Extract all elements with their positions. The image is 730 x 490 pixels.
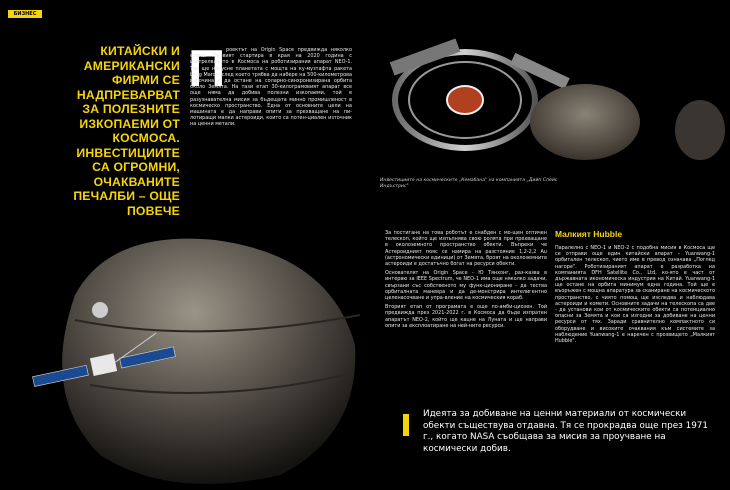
- paragraph: Паралелно с NEO-1 и NEO-2 с подобна мисия в Космоса ще се отправи още един китайски апарат – Yuanwang-1 орбитален телескоп, чието име в превод означава „Поглед нагоре". Роботизираният апарат е разработка на компанията DFH Satellite Co., Ltd, ко-ято е част от държавната икономическа индустрия на Китай. Yuanwang-1 ще остане на орбита минимум една година. Той ще е въоръжен с мощна апаратура за сканиране на космическото пространство, с чиято помощ ще изследва и наблюдава астероиди и комети. Основните задачи на телескопа са две - да установи кои от космическите обекти са потенциално опасни за Земята и кои са изгодни за добиване на ценни ресурси от тях. Заради сравнително компактното си оборудване и високите очаквания към системите за наблюдение Yuanwang-1 е наречен с прозвището „Малкият Hubble".: [555, 245, 715, 345]
- space-station-image: [370, 10, 725, 175]
- paragraph: Основателят на Origin Space - Ю Тянхонг, раз-казва в интервю за IEEE Spectrum, че NEO-1 има още няколко задачи, свързани със собственото му функ-циониране - да тества орбиталната маневра и да де-монстрира интелигентно целенасочване и упра-вление на космическия кораб.: [385, 270, 547, 302]
- asteroid-edge: [675, 100, 725, 160]
- asteroid-small: [530, 84, 640, 160]
- station-core: [447, 86, 483, 114]
- article-column-3: [555, 245, 715, 347]
- paragraph: Вторият етап от програмата е още по-амби-циозен. Той предвижда през 2021-2022 г. в Космоса да бъде изпратен апаратът NEO-2, който ще кацне на Луната и ще направи опити за експлоатиране на ней-ните ресурси.: [385, 304, 547, 329]
- article-column-1: роектът на Origin Space предвижда няколко етапа. Първият стартира в края на 2020 година с изстрелването в Космоса на роботизирания апарат NEO-1. Той ще напусне планетата с мощта на ку-музтафта ракета Long March, след което трябва да набере на 500-километрова височина и да остане на соларно-синхронизирана орбита около Земята. На тази етап 30-килограмовият апарат все още няма да добива полезни изкопаеми, той е разузнавателна мисия за бъдещата минно промишленост в космическо пространство. Една от основните цели на машината е да направи опити за прехващане на пи-лотиращи малки астероиди, които са потен-циален източник на ценни метали.: [190, 47, 352, 128]
- paragraph: За постигане на това роботът е снабден с мо-щен оптичен телескоп, който ще изпълнява свою ролята при прехващане в околоземното пространство обекти. Въпреки че Астероидният пояс се намира на разстояние 1,2-2,2 Au (астрономически единици) от Земята, броят на околоземните астероиди е достатъчно богат на ресурси обекти.: [385, 230, 547, 268]
- section-tag: БИЗНЕС: [8, 10, 42, 18]
- article-headline: КИТАЙСКИ И АМЕРИКАНСКИ ФИРМИ СЕ НАДПРЕВАРВАТ ЗА ПОЛЕЗНИТЕ ИЗКОПАЕМИ ОТ КОСМОСА. ИНВЕСТИЦИИТЕ СА ОГРОМНИ, ОЧАКВАНИТЕ ПЕЧАЛБИ – ОЩЕ ПОВЕЧЕ: [73, 44, 180, 218]
- article-column-2: [385, 230, 547, 332]
- image-caption: Инвестициите на космическите „Кемабана" на компанията „Дийп Спейс Индъстрис": [380, 178, 558, 189]
- quote-marker: [403, 414, 409, 436]
- asteroid-image: [0, 185, 375, 490]
- pull-quote: Идеята за добиване на ценни материали от космически обекти съществува отдавна. Тя се прокрадва още през 1971 г., когато NASA съобщава за мисия за проучване на космически добив.: [423, 409, 708, 454]
- subheading: Малкият Hubble: [555, 229, 623, 239]
- probe: [92, 302, 108, 318]
- drop-cap: П: [188, 40, 226, 98]
- station-module: [390, 38, 461, 75]
